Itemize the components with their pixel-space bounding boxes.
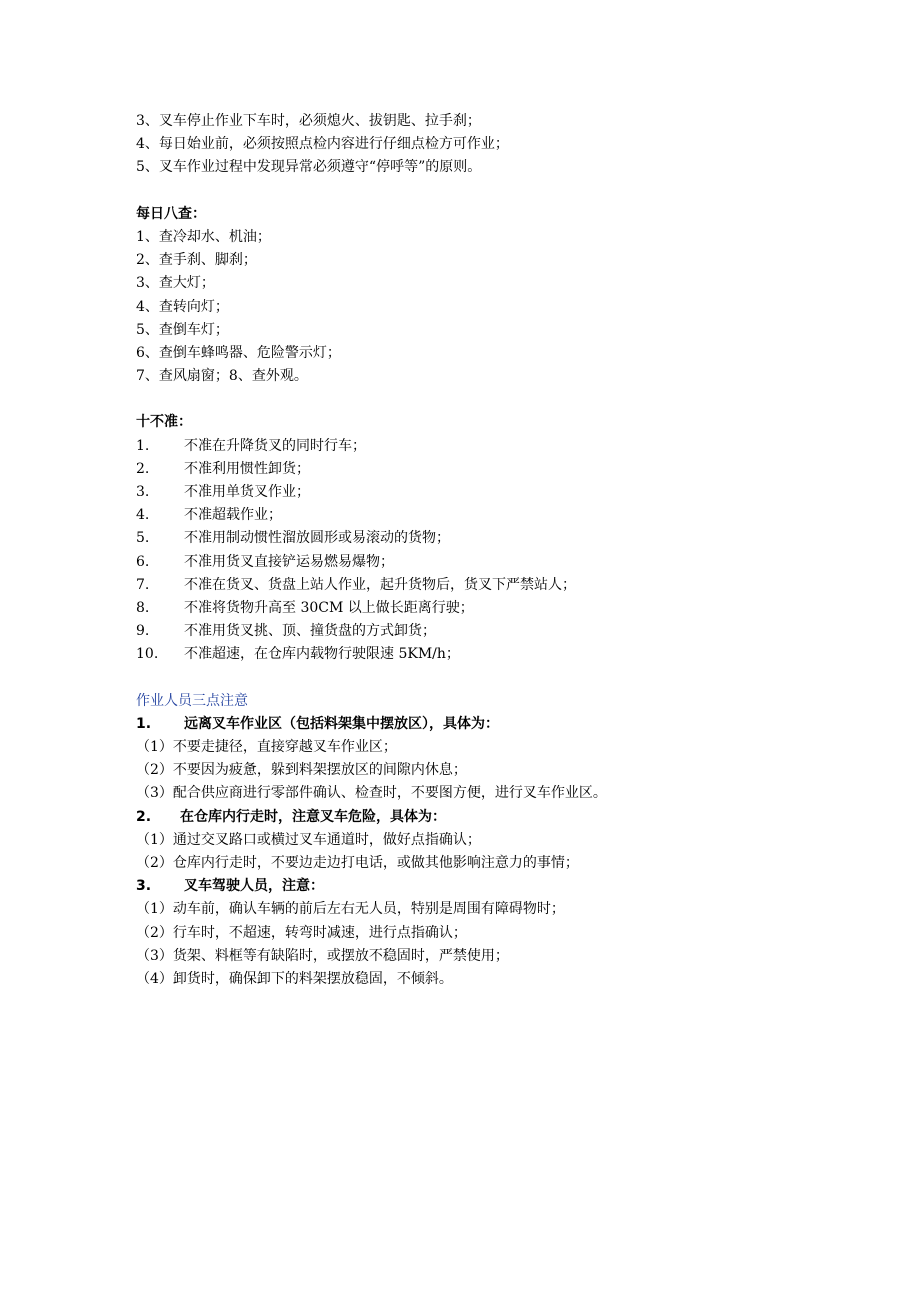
spacer <box>136 388 836 411</box>
prohibition-number: 1. <box>136 437 150 454</box>
section-number: 3. <box>136 878 152 895</box>
daily-check-item: 2、查手刹、脚刹； <box>136 252 257 269</box>
daily-check-item: 7、查风扇窗；8、查外观。 <box>136 368 308 385</box>
daily-check-item: 4、查转向灯； <box>136 298 229 315</box>
worker-note-item: （2）不要因为疲惫，躲到料架摆放区的间隙内休息； <box>136 762 467 779</box>
worker-note-item: （2）仓库内行走时，不要边走边打电话，或做其他影响注意力的事情； <box>136 855 579 871</box>
daily-check-item: 3、查大灯； <box>136 275 215 292</box>
ten-prohibitions-title: 十不准： <box>136 414 192 431</box>
worker-section-heading <box>136 713 836 736</box>
prohibition-text: 不准用单货叉作业； <box>184 484 310 500</box>
prohibition-number: 2. <box>136 460 150 477</box>
prohibition-text: 不准用制动惯性溜放圆形或易滚动的货物； <box>184 530 450 547</box>
section-heading-text: 叉车驾驶人员，注意： <box>184 878 324 895</box>
prohibition-number: 9. <box>136 623 150 640</box>
prohibition-number: 4. <box>136 507 150 524</box>
section-number: 1. <box>136 715 152 732</box>
prohibition-text: 不准用货叉直接铲运易燃易爆物； <box>184 553 394 570</box>
prohibition-text: 不准利用惯性卸货； <box>184 460 310 477</box>
worker-note-item: （1）通过交叉路口或横过叉车通道时，做好点指确认； <box>136 831 481 848</box>
worker-note-item: （4）卸货时，确保卸下的料架摆放稳固，不倾斜。 <box>136 970 453 987</box>
prohibition-text: 不准在升降货叉的同时行车； <box>184 437 366 454</box>
spacer <box>136 180 836 203</box>
prohibition-text: 不准超速，在仓库内载物行驶限速 5KM/h； <box>184 646 460 663</box>
worker-note-item: （1）不要走捷径，直接穿越叉车作业区； <box>136 739 397 756</box>
section-heading-text: 远离叉车作业区（包括料架集中摆放区），具体为： <box>184 715 499 732</box>
worker-notes-title: 作业人员三点注意 <box>136 692 248 709</box>
section-heading-text: 在仓库内行走时，注意叉车危险，具体为： <box>180 808 446 825</box>
prohibition-item <box>136 458 836 481</box>
prohibition-text: 不准在货叉、货盘上站人作业，起升货物后，货叉下严禁站人； <box>184 576 576 593</box>
section-number: 2. <box>136 808 152 825</box>
rule-line-5: 5、叉车作业过程中发现异常必须遵守“停呼等”的原则。 <box>136 159 482 176</box>
prohibition-item <box>136 597 836 620</box>
prohibition-text: 不准超载作业； <box>184 507 282 524</box>
rule-line-3: 3、叉车停止作业下车时，必须熄火、拔钥匙、拉手刹； <box>136 113 481 129</box>
daily-checks-title: 每日八查： <box>136 205 206 222</box>
worker-note-item: （3）配合供应商进行零部件确认、检查时，不要图方便，进行叉车作业区。 <box>136 785 607 802</box>
worker-note-item: （1）动车前，确认车辆的前后左右无人员，特别是周围有障碍物时； <box>136 901 565 918</box>
prohibition-text: 不准用货叉挑、顶、撞货盘的方式卸货； <box>184 623 436 640</box>
prohibition-item <box>136 643 836 666</box>
prohibition-number: 3. <box>136 484 150 500</box>
daily-check-item: 1、查冷却水、机油； <box>136 228 271 245</box>
prohibition-item <box>136 551 836 574</box>
prohibition-number: 8. <box>136 599 150 616</box>
prohibition-number: 6. <box>136 553 150 570</box>
prohibition-item <box>136 620 836 643</box>
worker-section-heading <box>136 806 836 829</box>
spacer <box>136 667 836 690</box>
prohibition-number: 10. <box>136 646 159 663</box>
prohibition-item <box>136 504 836 527</box>
prohibition-item <box>136 481 836 504</box>
prohibition-item <box>136 574 836 597</box>
daily-check-item: 6、查倒车蜂鸣器、危险警示灯； <box>136 344 341 361</box>
worker-section-heading <box>136 875 836 898</box>
document-page <box>136 110 836 991</box>
prohibition-item <box>136 435 836 458</box>
prohibition-number: 5. <box>136 530 150 547</box>
rule-line-4: 4、每日始业前，必须按照点检内容进行仔细点检方可作业； <box>136 136 509 153</box>
prohibition-item <box>136 527 836 550</box>
worker-note-item: （2）行车时，不超速，转弯时减速，进行点指确认； <box>136 924 467 941</box>
prohibition-text: 不准将货物升高至 30CM 以上做长距离行驶； <box>184 599 474 616</box>
daily-check-item: 5、查倒车灯； <box>136 321 229 338</box>
prohibition-number: 7. <box>136 576 150 593</box>
worker-note-item: （3）货架、料框等有缺陷时，或摆放不稳固时，严禁使用； <box>136 947 509 964</box>
